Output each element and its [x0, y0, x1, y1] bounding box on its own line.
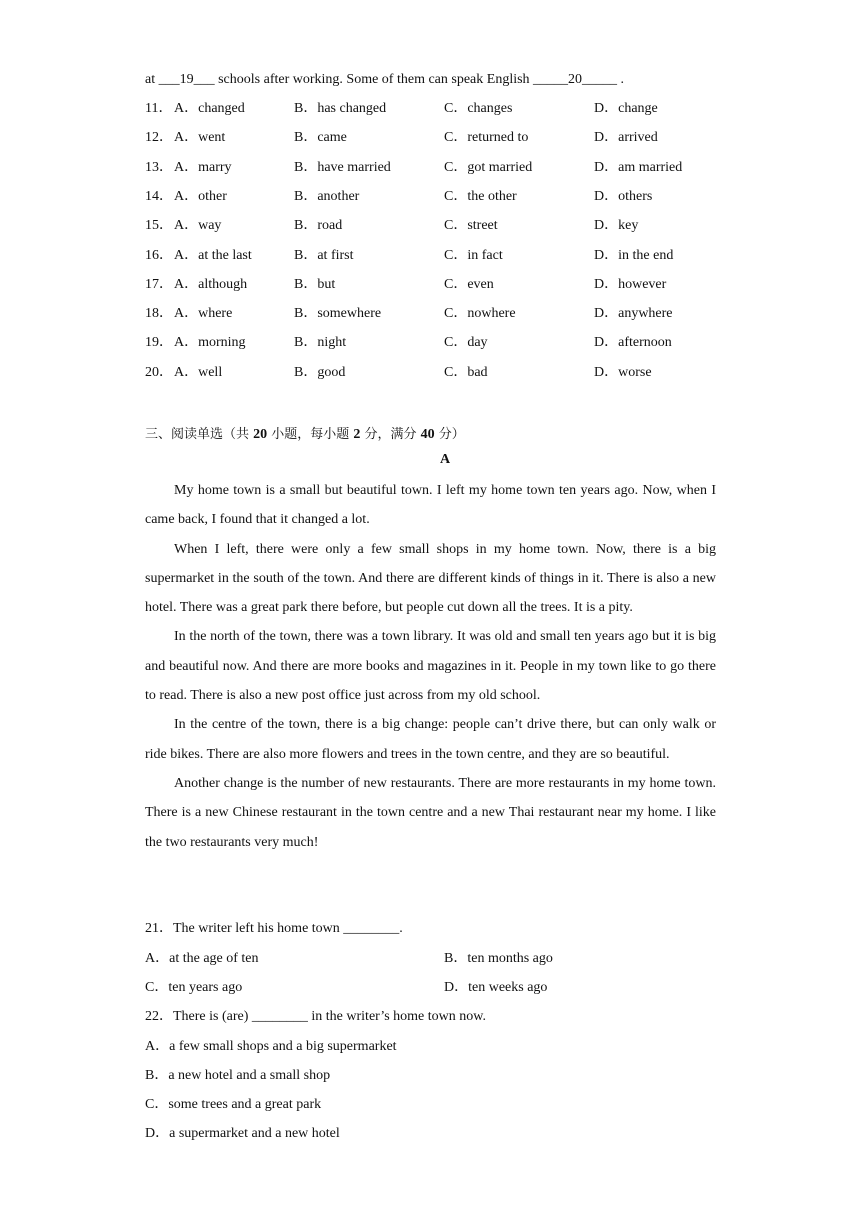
passage-label: A [439, 452, 451, 467]
option-a: A．changed [174, 101, 245, 116]
heading-number: 20 [253, 427, 268, 442]
passage-paragraph: My home town is a small but beautiful town. I left my home town ten years ago. Now, when I came back, I found that it changed a lot. [145, 483, 716, 528]
question-number: 19． [145, 335, 173, 350]
option-d: D．arrived [594, 130, 658, 145]
option-a: A．where [174, 306, 233, 321]
line-text: at [145, 72, 159, 87]
option-d: D．key [594, 218, 639, 233]
heading-text: 小题，每小题 [267, 427, 354, 442]
question-21-option-d: D．ten weeks ago [444, 980, 548, 995]
question-21-option-b: B．ten months ago [444, 951, 553, 966]
option-b: B．but [294, 277, 336, 292]
question-22-option-b: B．a new hotel and a small shop [145, 1068, 331, 1083]
question-22-option-d: D．a supermarket and a new hotel [145, 1126, 340, 1141]
option-d: D．anywhere [594, 306, 673, 321]
option-b: B．good [294, 365, 346, 380]
option-b: B．has changed [294, 101, 387, 116]
option-a: A．marry [174, 160, 232, 175]
question-number: 11． [145, 101, 173, 116]
heading-number: 40 [420, 427, 435, 442]
question-22-stem: 22．There is (are) ________ in the writer’s home town now. [145, 1009, 486, 1024]
option-a: A．although [174, 277, 248, 292]
passage-paragraph: Another change is the number of new restaurants. There are more restaurants in my home town. There is a new Chinese restaurant in the town centre and a new Thai restaurant near my home. I like the two restaurants very much! [145, 775, 716, 850]
option-b: B．another [294, 189, 360, 204]
option-a: A．way [174, 218, 222, 233]
section-heading [145, 423, 465, 443]
question-22-option-a: A．a few small shops and a big supermarket [145, 1039, 397, 1054]
line-text: schools after working. Some of them can speak English [214, 72, 534, 87]
option-c: C．street [444, 218, 498, 233]
question-21-option-a: A．at the age of ten [145, 951, 259, 966]
reading-passage [145, 476, 716, 857]
blank-19: ___19___ [158, 72, 215, 87]
option-b: B．night [294, 335, 347, 350]
option-b: B．somewhere [294, 306, 382, 321]
option-b: B．have married [294, 160, 391, 175]
question-number: 15． [145, 218, 173, 233]
option-c: C．the other [444, 189, 517, 204]
option-c: C．nowhere [444, 306, 516, 321]
option-a: A．went [174, 130, 226, 145]
question-21-stem: 21．The writer left his home town ________. [145, 921, 403, 936]
option-d: D．in the end [594, 248, 674, 263]
option-a: A．at the last [174, 248, 252, 263]
option-d: D．others [594, 189, 653, 204]
option-c: C．changes [444, 101, 513, 116]
option-a: A．morning [174, 335, 246, 350]
line-text: . [617, 72, 625, 87]
option-b: B．came [294, 130, 347, 145]
question-21-option-c: C．ten years ago [145, 980, 243, 995]
option-c: C．returned to [444, 130, 529, 145]
option-d: D．afternoon [594, 335, 672, 350]
passage-paragraph: In the north of the town, there was a town library. It was old and small ten years ago but it is big and beautiful now. And there are more books and magazines in it. People in my town like to go there to read. There is also a new post office just across from my old school. [145, 629, 716, 704]
option-b: B．road [294, 218, 343, 233]
option-c: C．day [444, 335, 488, 350]
passage-paragraph: When I left, there were only a few small shops in my home town. Now, there is a big supermarket in the south of the town. And there are different kinds of things in it. There is also a new hotel. There was a great park there before, but people cut down all the trees. It is a pity. [145, 541, 716, 616]
option-c: C．bad [444, 365, 488, 380]
question-number: 16． [145, 248, 173, 263]
passage-paragraph: In the centre of the town, there is a big change: people can’t drive there, but can only walk or ride bikes. There are also more flowers and trees in the town centre, and they are so beautiful. [145, 717, 716, 762]
heading-number: 2 [353, 427, 361, 442]
option-c: C．got married [444, 160, 533, 175]
heading-text: 分，满分 [360, 427, 421, 442]
heading-text: 三、阅读单选（共 [145, 427, 254, 442]
option-a: A．well [174, 365, 223, 380]
question-number: 13． [145, 160, 173, 175]
question-number: 12． [145, 130, 173, 145]
option-d: D．worse [594, 365, 652, 380]
heading-text: 分） [434, 427, 465, 442]
option-c: C．in fact [444, 248, 503, 263]
option-d: D．however [594, 277, 667, 292]
blank-20: _____20_____ [533, 72, 618, 87]
question-number: 18． [145, 306, 173, 321]
option-a: A．other [174, 189, 227, 204]
question-number: 20． [145, 365, 173, 380]
option-d: D．change [594, 101, 658, 116]
passage-continuation-line [145, 70, 624, 90]
question-22-option-c: C．some trees and a great park [145, 1097, 322, 1112]
option-d: D．am married [594, 160, 683, 175]
question-number: 17． [145, 277, 173, 292]
question-number: 14． [145, 189, 173, 204]
option-b: B．at first [294, 248, 354, 263]
option-c: C．even [444, 277, 494, 292]
